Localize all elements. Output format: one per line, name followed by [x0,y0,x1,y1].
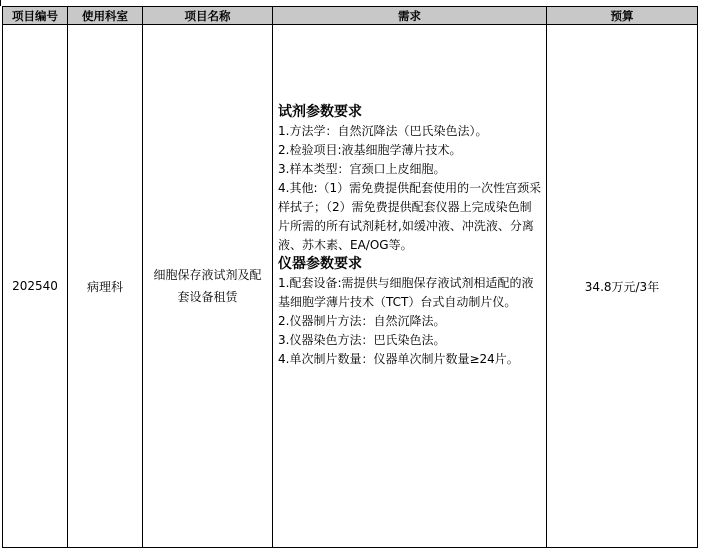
header-budget: 预算 [547,7,698,25]
instrument-section-title: 仪器参数要求 [278,256,362,272]
instrument-item-4: 4.单次制片数量：仪器单次制片数量≥24片。 [278,352,519,366]
reagent-item-1: 1.方法学：自然沉降法（巴氏染色法）。 [278,124,488,138]
header-department: 使用科室 [68,7,143,25]
table-row [3,25,698,548]
instrument-item-1: 1.配套设备:需提供与细胞保存液试剂相适配的液基细胞学薄片技术（TCT）台式自动制片仪。 [278,276,534,309]
project-name-cell: 细胞保存液试剂及配套设备租赁 [143,25,273,548]
department-cell: 病理科 [68,25,143,548]
reagent-item-2: 2.检验项目:液基细胞学薄片技术。 [278,143,462,157]
header-requirements: 需求 [273,7,547,25]
project-id-cell: 202540 [3,25,68,548]
reagent-item-3: 3.样本类型：宫颈口上皮细胞。 [278,162,446,176]
reagent-item-4: 4.其他:（1）需免费提供配套使用的一次性宫颈采样拭子；（2）需免费提供配套仪器上完成染色制片所需的所有试剂耗材,如缓冲液、冲洗液、分离液、苏木素、EA/OG等。 [278,181,542,252]
header-project-name: 项目名称 [143,7,273,25]
procurement-table [2,6,698,548]
reagent-section-title: 试剂参数要求 [278,104,362,120]
header-row [3,7,698,25]
header-project-id: 项目编号 [3,7,68,25]
budget-cell: 34.8万元/3年 [547,25,698,548]
requirements-cell [273,25,547,548]
instrument-item-3: 3.仪器染色方法：巴氏染色法。 [278,333,446,347]
instrument-item-2: 2.仪器制片方法：自然沉降法。 [278,314,446,328]
